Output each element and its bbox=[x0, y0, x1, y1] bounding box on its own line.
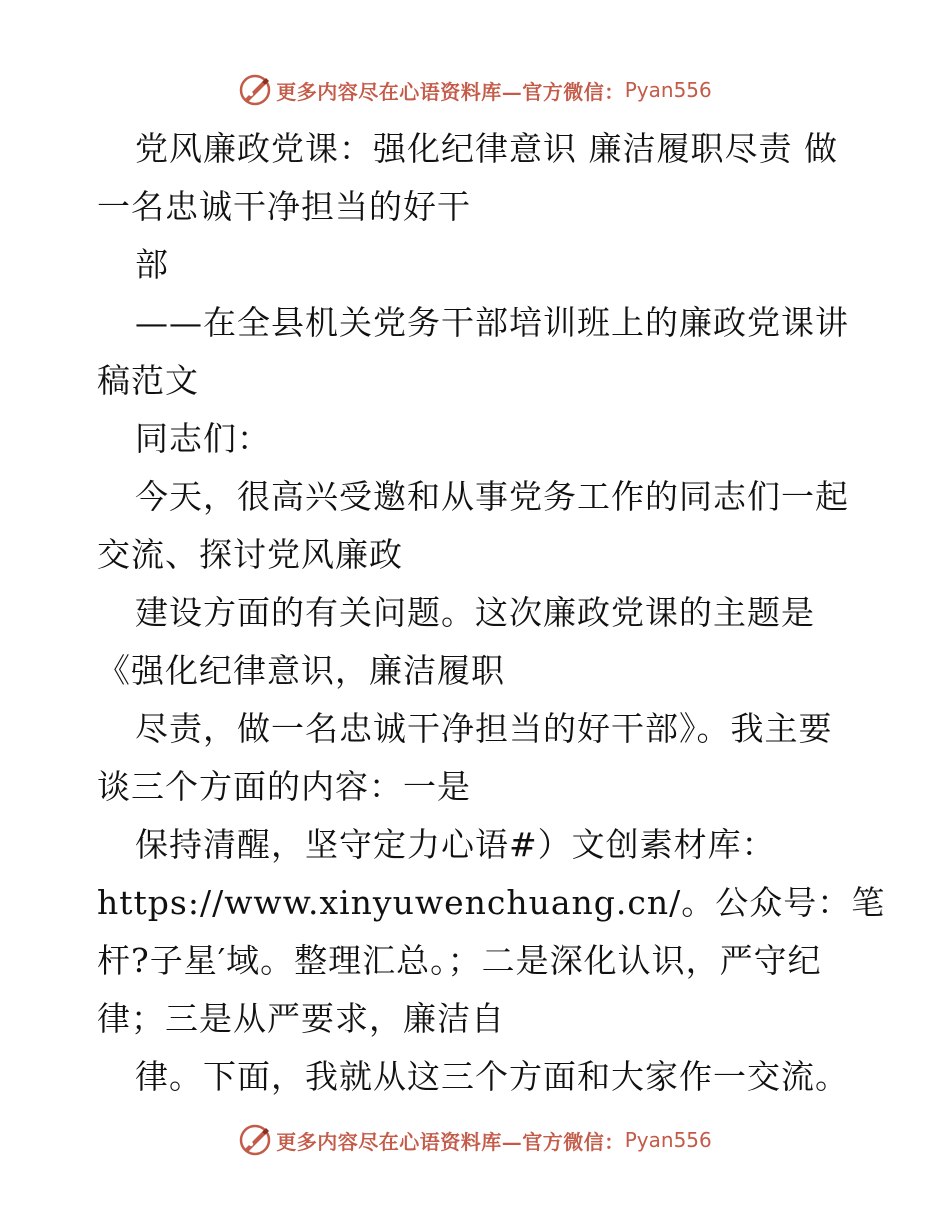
paragraph-line: 《强化纪律意识，廉洁履职 bbox=[97, 651, 505, 690]
paragraph-line: https://www.xinyuwenchuang.cn/。公众号：笔 bbox=[97, 883, 886, 922]
salutation: 同志们： bbox=[135, 419, 271, 458]
paragraph-line: 保持清醒，坚守定力心语#）文创素材库： bbox=[135, 825, 776, 864]
watermark-handle: Pyan556 bbox=[624, 78, 712, 102]
paragraph-line: 今天，很高兴受邀和从事党务工作的同志们一起 bbox=[135, 477, 849, 516]
document-body bbox=[97, 120, 886, 1106]
pen-logo-icon bbox=[238, 73, 272, 107]
header-watermark bbox=[0, 70, 950, 110]
title-line-1: 党风廉政党课：强化纪律意识 廉洁履职尽责 做 bbox=[135, 129, 838, 168]
title-line-3: 部 bbox=[135, 245, 169, 284]
subtitle-line-2: 稿范文 bbox=[97, 361, 199, 400]
watermark-handle: Pyan556 bbox=[624, 1128, 712, 1152]
paragraph-line: 建设方面的有关问题。这次廉政党课的主题是 bbox=[135, 593, 815, 632]
watermark-text: 更多内容尽在心语资料库—官方微信： bbox=[276, 79, 625, 104]
paragraph-line: 尽责，做一名忠诚干净担当的好干部》。我主要 bbox=[135, 709, 833, 748]
paragraph-line: 谈三个方面的内容：一是 bbox=[97, 767, 471, 806]
watermark-text: 更多内容尽在心语资料库—官方微信： bbox=[276, 1129, 625, 1154]
subtitle-line-1: ——在全县机关党务干部培训班上的廉政党课讲 bbox=[135, 303, 849, 342]
paragraph-line: 杆?子星′域。整理汇总。；二是深化认识，严守纪 bbox=[97, 941, 822, 980]
paragraph-line: 律；三是从严要求，廉洁自 bbox=[97, 999, 505, 1038]
footer-watermark bbox=[0, 1120, 950, 1160]
pen-logo-icon bbox=[238, 1123, 272, 1157]
paragraph-line: 交流、探讨党风廉政 bbox=[97, 535, 403, 574]
title-line-2: 一名忠诚干净担当的好干 bbox=[97, 187, 471, 226]
paragraph-line: 律。下面，我就从这三个方面和大家作一交流。 bbox=[135, 1057, 849, 1096]
